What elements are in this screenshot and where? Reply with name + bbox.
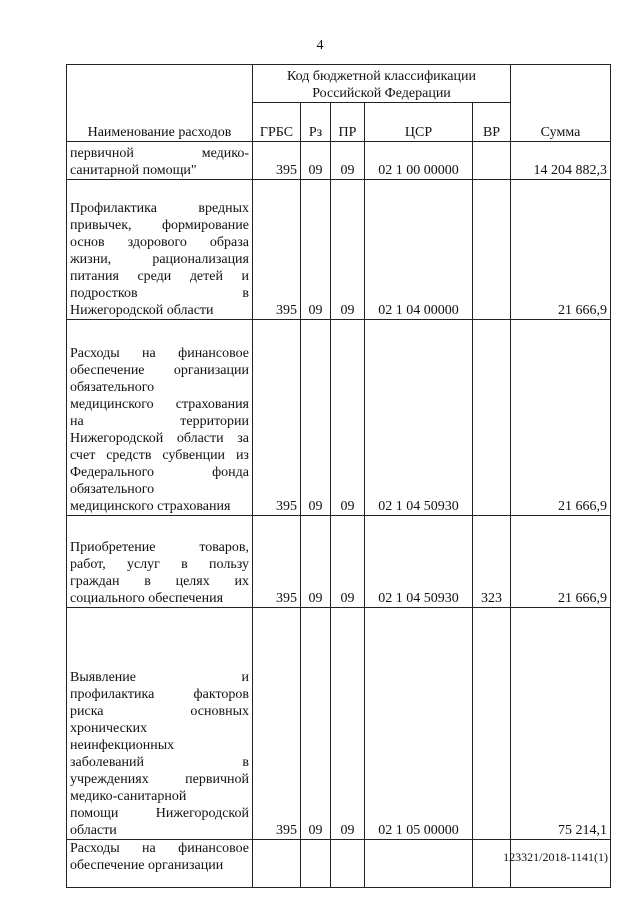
cell-csr: 02 1 04 00000 [365, 180, 473, 320]
description-line: работ, услуг в пользу [70, 557, 249, 572]
description-line: жизни, рационализация [70, 252, 249, 267]
header-code-group: Код бюджетной классификации Российской Федерации [253, 65, 511, 103]
cell-pr: 09 [331, 180, 365, 320]
budget-table [66, 64, 611, 888]
cell-sum: 75 214,1 [511, 608, 611, 840]
description-line: риска основных [70, 704, 249, 719]
cell-rz: 09 [301, 608, 331, 840]
table-row [67, 608, 611, 840]
cell-csr [365, 840, 473, 888]
description-line: обязательного [70, 482, 155, 497]
description-line: Федерального фонда [70, 465, 249, 480]
page-number: 4 [316, 38, 324, 53]
row-description [67, 142, 253, 180]
table-row [67, 142, 611, 180]
cell-vr: 323 [473, 516, 511, 608]
cell-csr: 02 1 04 50930 [365, 320, 473, 516]
description-line: Профилактика вредных [70, 201, 249, 216]
description-line: неинфекционных [70, 738, 175, 753]
description-line: Выявление и [70, 670, 249, 685]
description-line: помощи Нижегородской [70, 806, 249, 821]
cell-sum: 14 204 882,3 [511, 142, 611, 180]
cell-grbs: 395 [253, 320, 301, 516]
cell-grbs: 395 [253, 516, 301, 608]
description-line: области [70, 823, 117, 838]
description-line: заболеваний в [70, 755, 249, 770]
description-line: основ здорового образа [70, 235, 249, 250]
cell-grbs: 395 [253, 180, 301, 320]
table-row [67, 180, 611, 320]
description-line: Нижегородской области за [70, 431, 249, 446]
description-line: учреждениях первичной [70, 772, 249, 787]
description-line: Приобретение товаров, [70, 540, 249, 555]
description-line: привычек, формирование [70, 218, 249, 233]
header-sum: Сумма [511, 65, 611, 142]
header-grbs: ГРБС [253, 103, 301, 142]
description-line: на территории [70, 414, 249, 429]
description-line: питания среди детей и [70, 269, 249, 284]
row-description [67, 516, 253, 608]
header-vr: ВР [473, 103, 511, 142]
cell-sum: 21 666,9 [511, 516, 611, 608]
cell-rz: 09 [301, 320, 331, 516]
header-rz: Рз [301, 103, 331, 142]
description-line: профилактика факторов [70, 687, 249, 702]
description-line: хронических [70, 721, 148, 736]
cell-csr: 02 1 00 00000 [365, 142, 473, 180]
cell-grbs: 395 [253, 608, 301, 840]
description-line: обеспечение организации [70, 363, 249, 378]
cell-csr: 02 1 04 50930 [365, 516, 473, 608]
description-line: санитарной помощи" [70, 163, 197, 178]
cell-pr [331, 840, 365, 888]
header-name: Наименование расходов [67, 65, 253, 142]
row-description [67, 840, 253, 888]
description-line: медицинского страхования [70, 397, 249, 412]
description-line: социального обеспечения [70, 591, 224, 606]
cell-grbs: 395 [253, 142, 301, 180]
description-line: Расходы на финансовое [70, 346, 249, 361]
cell-vr [473, 142, 511, 180]
description-line: первичной медико- [70, 146, 249, 161]
cell-rz: 09 [301, 142, 331, 180]
cell-csr: 02 1 05 00000 [365, 608, 473, 840]
description-line: медицинского страхования [70, 499, 231, 514]
description-line: граждан в целях их [70, 574, 249, 589]
header-csr: ЦСР [365, 103, 473, 142]
row-description [67, 608, 253, 840]
description-line: Нижегородской области [70, 303, 214, 318]
row-description [67, 180, 253, 320]
cell-vr [473, 180, 511, 320]
description-line: обеспечение организации [70, 858, 224, 873]
description-line: Расходы на финансовое [70, 841, 249, 856]
cell-pr: 09 [331, 142, 365, 180]
cell-rz [301, 840, 331, 888]
cell-pr: 09 [331, 516, 365, 608]
cell-sum: 21 666,9 [511, 180, 611, 320]
description-line: обязательного [70, 380, 155, 395]
table-row [67, 516, 611, 608]
document-code: 123321/2018-1141(1) [503, 850, 608, 864]
cell-pr: 09 [331, 320, 365, 516]
description-line: медико-санитарной [70, 789, 187, 804]
cell-grbs [253, 840, 301, 888]
row-description [67, 320, 253, 516]
description-line: счет средств субвенции из [70, 448, 249, 463]
cell-vr [473, 320, 511, 516]
cell-vr [473, 608, 511, 840]
table-row [67, 320, 611, 516]
cell-rz: 09 [301, 516, 331, 608]
cell-rz: 09 [301, 180, 331, 320]
cell-sum: 21 666,9 [511, 320, 611, 516]
cell-pr: 09 [331, 608, 365, 840]
table-body [67, 142, 611, 888]
header-pr: ПР [331, 103, 365, 142]
description-line: подростков в [70, 286, 249, 301]
